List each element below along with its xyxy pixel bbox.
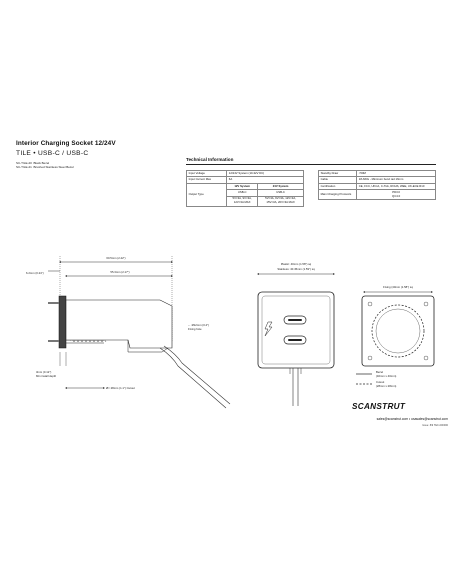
brand-logo: SCANSTRUT [352,402,406,411]
spec-label: Certification [319,183,357,189]
spec-label: Output Type [187,183,227,206]
cutout-circle [372,305,424,357]
screw-shape [48,340,59,342]
spec-value: 18 AWG - Minimum bend rad 16mm [357,177,436,183]
spec-value: PD3.0 QC4.0 [357,190,436,200]
dim-body-label: 55.3mm (2.17") [110,270,130,274]
cutout-view-drawing [356,285,434,388]
spec-value: 6A [227,177,304,183]
legend-bezel-label: Bezel (40mm x 40mm) [376,370,397,378]
spec-value: 12/24V System (10-32V DC) [227,171,304,177]
spec-value: <50M [357,171,436,177]
contact-emails: sales@scanstrut.com • usasales@scanstrut.com [376,417,448,421]
spec-value: 5V=3A, 9V=3A, 12V=3A MAX [227,196,258,206]
legend-cutout-label: Cutout (28mm x 28mm) [376,380,397,388]
cutout-label: Ø= 28mm (1.1") Cutout [106,386,135,390]
variant-desc: Black Bezel [33,161,50,165]
variant-desc: Brushed Stainless Steel Bezel [33,165,74,169]
fixing-hole [424,302,428,306]
technical-heading: Technical Information [186,157,234,162]
spec-label: Cable [319,177,357,183]
variant-code: SC-TILE-21 [16,165,32,169]
min-depth-label: 3mm (0.12") Min install depth [36,370,57,378]
fixing-hole [368,302,372,306]
cable-wire [164,346,230,404]
dim-bezel-label: 6.2mm (0.24") [26,271,44,275]
plastic-size-label: Plastic: 40mm (1.58") sq [280,262,312,266]
product-title: Interior Charging Socket 12/24V [16,140,116,147]
product-subtitle: TILE • USB-C / USB-C [16,150,89,157]
fixing-hole-label: ← Ø12mm (0.4") Fixing hole [188,323,210,331]
fixing-hole [424,356,428,360]
spec-label: Standby Draw [319,171,357,177]
spec-label: Input Voltage [187,171,227,177]
spec-value: CE, FCC, UKCA, C-Tick, ROHS, WEE, UK-ECE R10 [357,183,436,189]
issue-code: Issue: 8/9 TEC-000000 [422,424,448,427]
spec-label: Input Current Max [187,177,227,183]
spec-label: Main Charging Protocols [319,190,357,200]
socket-body [66,300,172,348]
usb-c-port-tongue [288,339,302,341]
fixing-hole [368,356,372,360]
spec-value: USB-C [227,190,258,196]
front-view-drawing [258,262,334,406]
cutout-inner-circle [376,309,420,353]
spec-value: USB-C [258,190,304,196]
bezel-outline [362,296,434,366]
cable-wire [160,348,226,408]
spec-value: 5V=3A, 9V=3A, 12V=3A, 15V=3A, 20V=3A MAX [258,196,304,206]
dim-overall-label: 60.5mm (2.42") [106,256,126,260]
bezel-plate [59,296,66,348]
side-view-drawing [26,256,230,408]
variant-code: SC-TILE-20 [16,161,32,165]
stainless-size-label: Stainless: 40.45mm (1.59") sq [277,267,315,271]
spec-col-head: 24V System [258,183,304,189]
screw-shape [48,302,59,304]
cut-size-label: Fixing (40mm (1.58") sq [383,285,413,289]
spec-col-head: 12V System [227,183,258,189]
usb-c-port-tongue [288,319,302,321]
